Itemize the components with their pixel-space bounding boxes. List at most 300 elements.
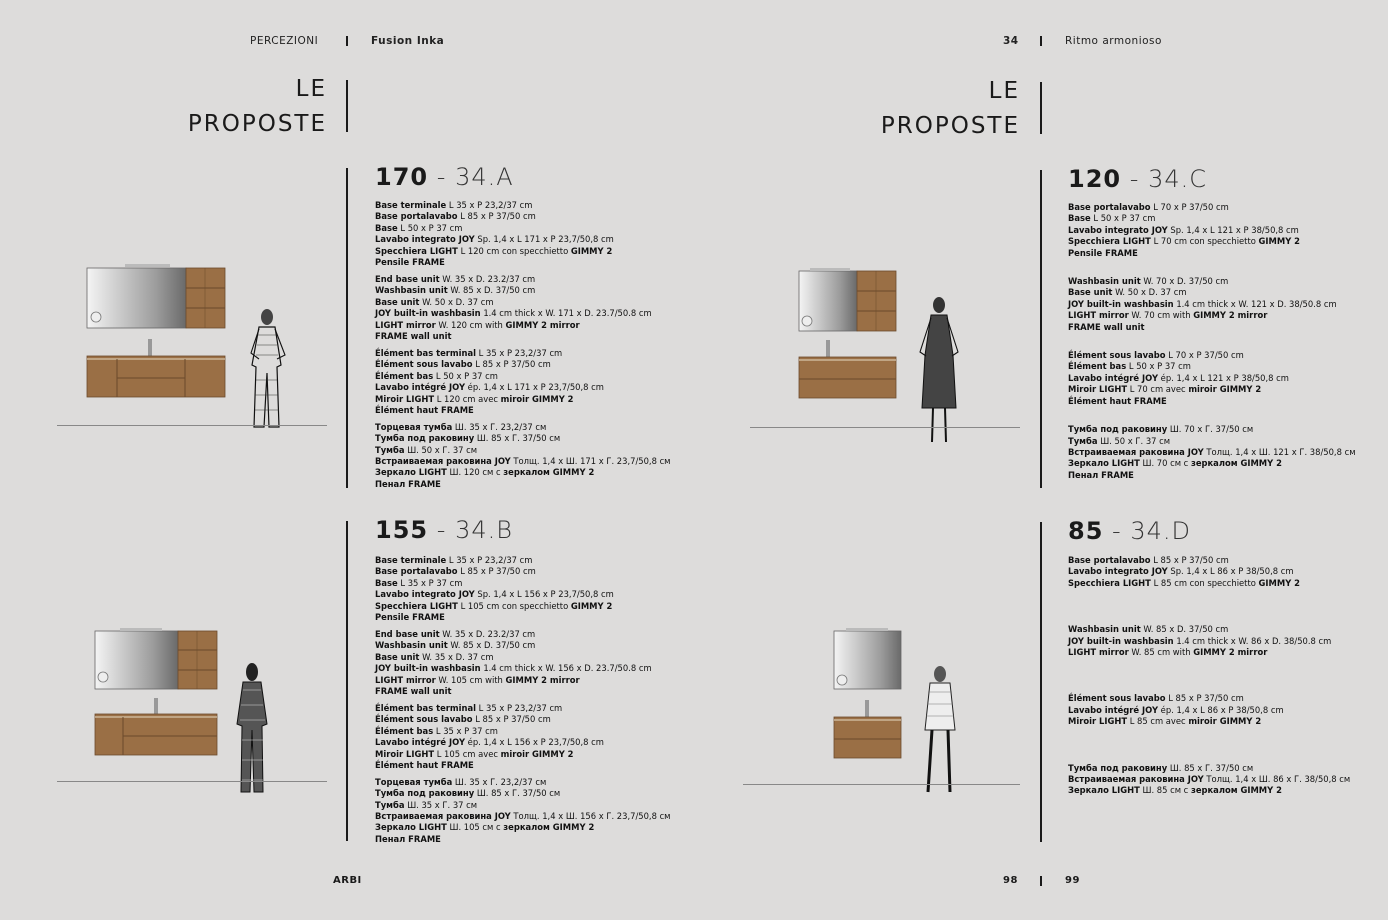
spec-item-name: Тумба под раковину — [1068, 762, 1168, 773]
spec-item-dims: L 35 x P 23,2/37 cm — [446, 200, 533, 210]
spec-item-name: Тумба под раковину — [375, 433, 475, 444]
spec-item-dims: Ш. 70 см с — [1139, 458, 1191, 469]
header-divider — [346, 36, 348, 46]
spec-line — [375, 811, 671, 822]
spec-item-dims: W. 120 cm with — [435, 319, 506, 330]
spec-item-dims: W. 50 x D. 37 cm — [1112, 287, 1187, 298]
spec-item-dims: W. 70 cm with — [1128, 310, 1194, 321]
spec-line — [1068, 636, 1350, 647]
composition-code: 34.A — [455, 163, 514, 191]
spec-item-name: Зеркало LIGHT — [375, 467, 447, 478]
spec-item-name: Miroir LIGHT — [375, 748, 435, 759]
spec-line — [375, 578, 671, 589]
floor-line — [57, 425, 327, 426]
spec-item-name: Встраиваемая раковина JOY — [375, 811, 511, 822]
section-divider-c — [1040, 170, 1042, 488]
spec-item-name: LIGHT mirror — [1068, 647, 1129, 658]
spec-item-dims: L 35 x P 23,2/37 cm — [446, 555, 533, 565]
spec-item-name: Miroir LIGHT — [1068, 384, 1128, 395]
spec-item-name: Lavabo integrato JOY — [1068, 224, 1168, 235]
spec-item-dims: Толщ. 1,4 x Ш. 121 x Г. 38/50,8 см — [1203, 446, 1356, 457]
spec-item-dims: L 70 x P 37/50 cm — [1165, 350, 1244, 361]
person-figure-icon — [920, 297, 958, 442]
spec-line — [1068, 578, 1350, 589]
spec-item-dims: Толщ. 1,4 x Ш. 86 x Г. 38/50,8 см — [1203, 774, 1351, 785]
spec-item-dims: 1.4 cm thick x W. 86 x D. 38/50.8 cm — [1173, 635, 1332, 646]
spec-item-dims: ép. 1,4 x L 171 x P 23,7/50,8 cm — [465, 382, 604, 393]
spec-line — [1068, 566, 1350, 577]
spec-list-c — [1068, 202, 1356, 487]
spec-item-dims: L 35 x P 23,2/37 cm — [476, 702, 563, 713]
spec-item-name: Pensile FRAME — [375, 612, 445, 623]
spec-line — [375, 777, 671, 788]
spec-item-dims: Ш. 85 x Г. 37/50 см — [1167, 762, 1254, 773]
spec-item-name: Élément bas terminal — [375, 702, 477, 713]
spec-item-accessory: зеркалом GIMMY 2 — [1190, 458, 1282, 469]
spec-line — [375, 211, 671, 222]
spec-item-dims: Ш. 35 x Г. 23,2/37 см — [452, 421, 547, 432]
spec-line — [375, 640, 671, 651]
spec-item-name: End base unit — [375, 628, 440, 639]
spec-group — [375, 200, 671, 268]
spec-item-name: Base portalavabo — [375, 211, 458, 222]
vanity-base-icon — [95, 698, 217, 755]
illustration-85-34d — [750, 620, 1030, 805]
spec-line — [375, 348, 671, 359]
spec-item-name: Base — [1068, 213, 1091, 224]
spec-item-name: Élément haut FRAME — [375, 404, 474, 415]
spec-item-name: Base portalavabo — [1068, 555, 1151, 565]
spec-group — [375, 274, 671, 342]
spec-item-name: LIGHT mirror — [375, 319, 436, 330]
spec-item-dims: L 85 x P 37/50 cm — [457, 211, 536, 222]
spec-line — [1068, 647, 1350, 658]
spec-line — [1068, 213, 1356, 224]
spec-line — [1068, 373, 1356, 384]
spec-group — [375, 777, 671, 845]
spec-line — [1068, 299, 1356, 310]
spec-item-accessory: GIMMY 2 mirror — [505, 674, 580, 685]
spec-line — [375, 456, 671, 467]
spec-list-d — [1068, 555, 1350, 802]
spec-item-name: LIGHT mirror — [375, 674, 436, 685]
spec-item-name: Base portalavabo — [375, 566, 458, 577]
spec-group — [1068, 693, 1350, 727]
spec-group — [375, 348, 671, 416]
spec-item-dims: L 85 cm avec — [1127, 716, 1189, 727]
spec-line — [1068, 310, 1356, 321]
spec-group — [1068, 202, 1356, 259]
footer-page-right: 99 — [1065, 875, 1080, 886]
spec-item-dims: L 85 x P 37/50 cm — [1165, 693, 1244, 704]
spec-item-name: Пенал FRAME — [375, 478, 441, 489]
spec-line — [1068, 705, 1350, 716]
spec-item-name: Base unit — [1068, 287, 1113, 298]
spec-item-dims: L 85 x P 37/50 cm — [472, 714, 551, 725]
page-title-line: LE — [295, 76, 327, 102]
spec-line — [375, 788, 671, 799]
composition-heading-d — [1068, 517, 1191, 545]
spec-line — [375, 223, 671, 234]
spec-item-dims: L 85 x P 37/50 cm — [457, 566, 536, 577]
spec-line — [375, 257, 671, 268]
spec-item-name: End base unit — [375, 273, 440, 284]
spec-line — [1068, 436, 1356, 447]
spec-item-name: Élément sous lavabo — [375, 359, 473, 370]
spec-line — [1068, 276, 1356, 287]
heading-dash: - — [1112, 517, 1122, 545]
spec-line — [375, 675, 671, 686]
header-collection-title: Fusion Inka — [371, 35, 445, 47]
section-divider-a — [346, 168, 348, 488]
spec-line — [1068, 350, 1356, 361]
spec-item-dims: W. 35 x D. 23.2/37 cm — [439, 628, 536, 639]
spec-item-name: Lavabo intégré JOY — [1068, 372, 1159, 383]
spec-line — [375, 737, 671, 748]
spec-line — [375, 308, 671, 319]
spec-item-accessory: GIMMY 2 mirror — [1193, 647, 1268, 658]
spec-item-dims: Ш. 70 x Г. 37/50 см — [1167, 424, 1254, 435]
person-figure-icon — [237, 663, 267, 792]
spec-item-name: Specchiera LIGHT — [375, 600, 458, 611]
spec-line — [1068, 458, 1356, 469]
spec-item-dims: ép. 1,4 x L 156 x P 23,7/50,8 cm — [465, 737, 604, 748]
vanity-base-icon — [799, 340, 896, 398]
spec-item-accessory: зеркалом GIMMY 2 — [1190, 785, 1282, 796]
spec-item-name: Specchiera LIGHT — [1068, 577, 1151, 588]
spec-group — [375, 703, 671, 771]
spec-item-dims: Ш. 85 x Г. 37/50 см — [474, 433, 561, 444]
spec-group — [1068, 424, 1356, 481]
spec-item-name: Élément bas — [375, 370, 434, 381]
mirror-cabinet-icon — [87, 264, 225, 328]
composition-width: 120 — [1068, 165, 1122, 193]
footer-divider — [1040, 876, 1042, 886]
page-title-line: LE — [988, 78, 1020, 104]
spec-line — [1068, 470, 1356, 481]
page-title-right — [823, 74, 1020, 144]
spec-item-dims: W. 70 x D. 37/50 cm — [1140, 276, 1229, 287]
spec-group — [1068, 350, 1356, 407]
spec-item-name: Pensile FRAME — [1068, 247, 1138, 258]
spec-item-accessory: GIMMY 2 — [1258, 577, 1300, 588]
composition-heading-c — [1068, 165, 1207, 193]
spec-item-accessory: miroir GIMMY 2 — [500, 393, 574, 404]
spec-item-name: FRAME wall unit — [375, 685, 452, 696]
spec-item-dims: W. 50 x D. 37 cm — [419, 296, 494, 307]
spec-line — [375, 433, 671, 444]
spec-line — [1068, 763, 1350, 774]
floor-line — [750, 427, 1020, 428]
spec-item-name: Washbasin unit — [375, 640, 448, 651]
spec-line — [375, 285, 671, 296]
spec-item-accessory: GIMMY 2 — [570, 600, 613, 611]
spec-line — [1068, 447, 1356, 458]
footer-page-left: 98 — [1003, 875, 1018, 886]
spec-line — [1068, 322, 1356, 333]
spec-item-dims: Sp. 1,4 x L 171 x P 23,7/50,8 cm — [474, 234, 614, 245]
spec-item-name: Тумба под раковину — [375, 788, 475, 799]
spec-item-name: Lavabo intégré JOY — [375, 737, 466, 748]
spec-item-name: Élément sous lavabo — [1068, 350, 1166, 361]
spec-item-name: Lavabo integrato JOY — [375, 589, 475, 600]
spec-item-name: Élément haut FRAME — [375, 759, 474, 770]
spec-line — [1068, 716, 1350, 727]
spec-item-name: Base unit — [375, 296, 420, 307]
spec-item-dims: W. 105 cm with — [435, 674, 506, 685]
spec-item-name: Встраиваемая раковина JOY — [1068, 446, 1204, 457]
spec-item-dims: Ш. 85 x Г. 37/50 см — [474, 788, 561, 799]
floor-line — [743, 784, 1020, 785]
spec-item-name: FRAME wall unit — [1068, 321, 1145, 332]
spec-item-name: FRAME wall unit — [375, 330, 452, 341]
illustration-120-34c — [750, 260, 1030, 450]
page-title-line: PROPOSTE — [187, 111, 327, 137]
spec-line — [375, 800, 671, 811]
spec-item-dims: W. 85 x D. 37/50 cm — [447, 285, 536, 296]
spec-item-name: Miroir LIGHT — [375, 393, 435, 404]
spec-item-dims: Ш. 35 x Г. 37 см — [404, 799, 478, 810]
spec-item-dims: L 70 x P 37/50 cm — [1150, 202, 1229, 212]
composition-code: 34.D — [1130, 517, 1192, 545]
spec-line — [375, 246, 671, 257]
spec-item-name: Тумба — [1068, 435, 1098, 446]
person-figure-icon — [925, 666, 955, 792]
spec-line — [375, 371, 671, 382]
spec-line — [375, 652, 671, 663]
mirror-cabinet-icon — [799, 268, 896, 331]
spec-list-a — [375, 200, 671, 496]
spec-line — [1068, 287, 1356, 298]
section-divider-b — [346, 521, 348, 841]
composition-width: 85 — [1068, 517, 1104, 545]
spec-item-name: Встраиваемая раковина JOY — [375, 456, 511, 467]
spec-item-name: JOY built-in washbasin — [375, 663, 481, 674]
composition-code: 34.B — [455, 516, 513, 544]
spec-line — [1068, 236, 1356, 247]
spec-item-name: Specchiera LIGHT — [1068, 236, 1151, 247]
spec-item-dims: Sp. 1,4 x L 156 x P 23,7/50,8 cm — [474, 589, 614, 600]
spec-item-name: LIGHT mirror — [1068, 310, 1129, 321]
spec-group — [1068, 763, 1350, 797]
spec-line — [1068, 624, 1350, 635]
spec-item-name: Встраиваемая раковина JOY — [1068, 774, 1204, 785]
spec-item-dims: L 70 cm avec — [1127, 384, 1189, 395]
spec-item-dims: L 120 cm con specchietto — [457, 245, 571, 256]
spec-line — [375, 703, 671, 714]
spec-item-dims: Ш. 50 x Г. 37 см — [1097, 435, 1171, 446]
spec-item-dims: L 120 cm avec — [434, 393, 501, 404]
spec-item-name: Élément sous lavabo — [375, 714, 473, 725]
spec-item-dims: ép. 1,4 x L 121 x P 38/50,8 cm — [1158, 372, 1289, 383]
spec-item-name: Lavabo integrato JOY — [375, 234, 475, 245]
spec-item-accessory: зеркалом GIMMY 2 — [503, 467, 595, 478]
spec-item-name: Lavabo intégré JOY — [375, 382, 466, 393]
spec-line — [375, 422, 671, 433]
header-divider — [1040, 36, 1042, 46]
spec-line — [375, 320, 671, 331]
spec-item-name: Élément bas terminal — [375, 347, 477, 358]
spec-item-dims: L 105 cm con specchietto — [457, 600, 571, 611]
spec-line — [375, 629, 671, 640]
spec-line — [1068, 774, 1350, 785]
spec-item-name: Pensile FRAME — [375, 257, 445, 268]
illustration-170-34a — [55, 255, 335, 450]
spec-item-dims: 1.4 cm thick x W. 171 x D. 23.7/50.8 cm — [480, 308, 652, 319]
spec-line — [375, 726, 671, 737]
page-title-left — [130, 72, 327, 142]
spec-item-name: Тумба — [375, 799, 405, 810]
spec-item-dims: L 70 cm con specchietto — [1150, 236, 1259, 247]
spec-item-dims: W. 35 x D. 37 cm — [419, 651, 494, 662]
heading-dash: - — [436, 163, 447, 191]
spec-line — [1068, 785, 1350, 796]
spec-line — [1068, 202, 1356, 213]
spec-line — [375, 274, 671, 285]
spec-item-name: Élément bas — [1068, 361, 1127, 372]
spec-group — [375, 555, 671, 623]
spec-group — [1068, 555, 1350, 589]
spec-group — [1068, 624, 1350, 658]
spec-line — [375, 297, 671, 308]
spec-item-accessory: miroir GIMMY 2 — [500, 748, 574, 759]
spec-item-name: Зеркало LIGHT — [375, 822, 447, 833]
spec-item-dims: Толщ. 1,4 x Ш. 156 x Г. 23,7/50,8 см — [510, 811, 671, 822]
spec-item-accessory: GIMMY 2 — [1258, 236, 1300, 247]
spec-item-dims: L 50 x P 37 cm — [397, 222, 463, 233]
header-page-number: 34 — [1003, 35, 1019, 47]
spec-line — [1068, 248, 1356, 259]
spec-item-name: Торцевая тумба — [375, 776, 453, 787]
spec-item-name: Washbasin unit — [1068, 624, 1141, 635]
spec-item-accessory: зеркалом GIMMY 2 — [503, 822, 595, 833]
spec-item-dims: ép. 1,4 x L 86 x P 38/50,8 cm — [1158, 704, 1284, 715]
footer-brand: ARBI — [333, 875, 362, 886]
spec-item-dims: L 85 x P 37/50 cm — [472, 359, 551, 370]
spec-line — [375, 834, 671, 845]
spec-item-dims: Ш. 120 см с — [446, 467, 504, 478]
spec-line — [375, 822, 671, 833]
spec-line — [375, 479, 671, 490]
spec-group — [1068, 276, 1356, 333]
spec-item-dims: L 85 cm con specchietto — [1150, 577, 1259, 588]
spec-line — [375, 566, 671, 577]
spec-line — [1068, 555, 1350, 566]
spec-item-name: Base unit — [375, 651, 420, 662]
composition-heading-a — [375, 163, 514, 191]
spec-item-dims: Ш. 85 см с — [1139, 785, 1191, 796]
spec-item-dims: L 85 x P 37/50 cm — [1150, 555, 1229, 565]
spec-line — [375, 200, 671, 211]
page-title-line: PROPOSTE — [880, 113, 1020, 139]
spec-item-name: Élément sous lavabo — [1068, 693, 1166, 704]
spec-item-name: Зеркало LIGHT — [1068, 458, 1140, 469]
spec-item-dims: L 35 x P 23,2/37 cm — [476, 347, 563, 358]
spec-item-dims: W. 85 x D. 37/50 cm — [447, 640, 536, 651]
spec-list-b — [375, 555, 671, 851]
spec-group — [375, 422, 671, 490]
spec-item-dims: 1.4 cm thick x W. 121 x D. 38/50.8 cm — [1173, 298, 1337, 309]
mirror-cabinet-icon — [834, 628, 901, 689]
spec-item-name: Lavabo intégré JOY — [1068, 704, 1159, 715]
composition-width: 155 — [375, 516, 429, 544]
header-chapter-title: Ritmo armonioso — [1065, 35, 1162, 47]
spec-line — [375, 612, 671, 623]
spec-item-name: Base terminale — [375, 200, 447, 210]
spec-line — [375, 601, 671, 612]
spec-item-dims: Ш. 50 x Г. 37 см — [404, 444, 478, 455]
spec-line — [375, 467, 671, 478]
spec-item-name: JOY built-in washbasin — [1068, 298, 1174, 309]
spec-line — [1068, 424, 1356, 435]
spec-item-name: Élément haut FRAME — [1068, 395, 1167, 406]
spec-item-name: Зеркало LIGHT — [1068, 785, 1140, 796]
title-divider — [1040, 82, 1042, 134]
spec-item-name: Base — [375, 222, 398, 233]
spec-line — [375, 589, 671, 600]
spec-item-name: Тумба под раковину — [1068, 424, 1168, 435]
spec-line — [375, 663, 671, 674]
spec-line — [375, 555, 671, 566]
composition-code: 34.C — [1148, 165, 1207, 193]
spec-line — [375, 686, 671, 697]
spec-line — [375, 445, 671, 456]
illustration-155-34b — [55, 620, 335, 800]
section-divider-d — [1040, 522, 1042, 842]
spec-line — [1068, 693, 1350, 704]
vanity-base-icon — [87, 339, 225, 397]
spec-item-dims: W. 85 x D. 37/50 cm — [1140, 624, 1229, 635]
spec-item-name: Miroir LIGHT — [1068, 716, 1128, 727]
floor-line — [57, 781, 327, 782]
vanity-base-icon — [834, 700, 901, 758]
header-section-label: PERCEZIONI — [250, 35, 319, 47]
spec-line — [375, 331, 671, 342]
spec-item-name: Пенал FRAME — [375, 833, 441, 844]
spec-line — [1068, 225, 1356, 236]
spec-item-dims: L 105 cm avec — [434, 748, 501, 759]
mirror-cabinet-icon — [95, 628, 217, 689]
spec-item-dims: W. 35 x D. 23.2/37 cm — [439, 273, 536, 284]
spec-line — [375, 749, 671, 760]
title-divider — [346, 80, 348, 132]
heading-dash: - — [1129, 165, 1140, 193]
spec-item-dims: Ш. 35 x Г. 23,2/37 см — [452, 776, 547, 787]
spec-line — [375, 394, 671, 405]
spec-item-dims: L 50 x P 37 cm — [1090, 213, 1156, 224]
spec-item-name: Пенал FRAME — [1068, 469, 1134, 480]
spec-item-dims: Ш. 105 см с — [446, 822, 504, 833]
spec-item-dims: 1.4 cm thick x W. 156 x D. 23.7/50.8 cm — [480, 663, 652, 674]
spec-line — [375, 714, 671, 725]
spec-item-name: Тумба — [375, 444, 405, 455]
spec-item-name: Specchiera LIGHT — [375, 245, 458, 256]
spec-item-name: Élément bas — [375, 725, 434, 736]
spec-line — [1068, 396, 1356, 407]
spec-item-dims: L 50 x P 37 cm — [1126, 361, 1191, 372]
spec-line — [375, 405, 671, 416]
spec-item-name: Washbasin unit — [375, 285, 448, 296]
spec-item-accessory: miroir GIMMY 2 — [1188, 384, 1262, 395]
spec-item-accessory: GIMMY 2 mirror — [1193, 310, 1268, 321]
spec-item-dims: L 35 x P 37 cm — [397, 577, 463, 588]
spec-item-name: Lavabo integrato JOY — [1068, 566, 1168, 577]
spec-item-dims: W. 85 cm with — [1128, 647, 1194, 658]
spec-line — [1068, 384, 1356, 395]
spec-line — [375, 382, 671, 393]
spec-item-dims: L 50 x P 37 cm — [433, 370, 498, 381]
spec-item-accessory: miroir GIMMY 2 — [1188, 716, 1262, 727]
